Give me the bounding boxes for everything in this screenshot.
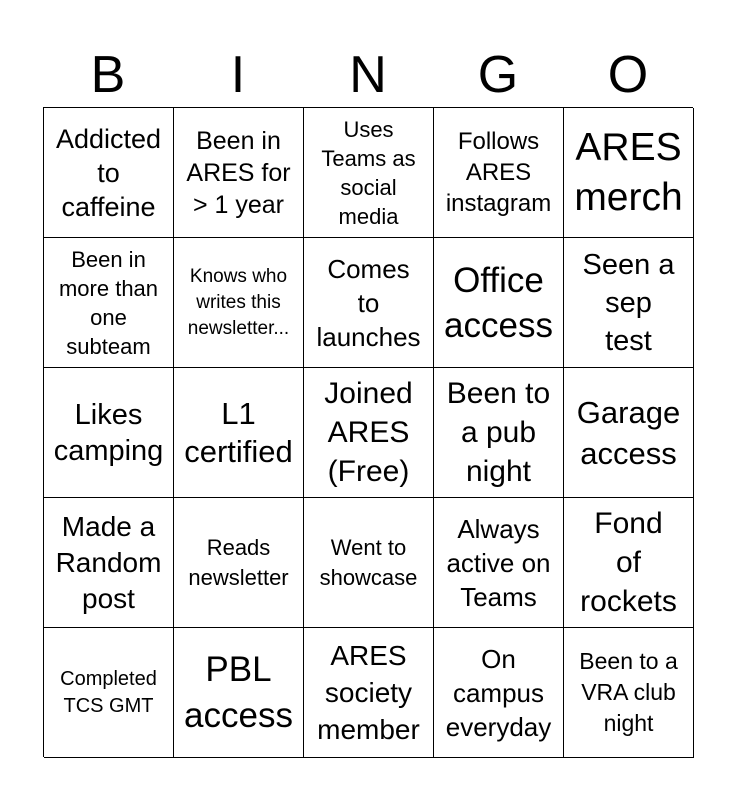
cell-text: Completed TCS GMT bbox=[60, 667, 157, 717]
bingo-cell[interactable] bbox=[304, 498, 434, 628]
cell-text: ARES merch bbox=[574, 125, 683, 219]
header-letter-b: B bbox=[90, 46, 126, 104]
cell-text: PBL access bbox=[184, 649, 293, 735]
cell-text: On campus everyday bbox=[445, 643, 552, 742]
bingo-cell[interactable] bbox=[174, 108, 304, 238]
bingo-cell[interactable] bbox=[434, 368, 564, 498]
bingo-cell[interactable] bbox=[304, 368, 434, 498]
bingo-cell[interactable] bbox=[174, 498, 304, 628]
bingo-cell[interactable] bbox=[564, 498, 694, 628]
cell-text: Been to a pub night bbox=[446, 377, 551, 488]
cell-text: Uses Teams as social media bbox=[321, 116, 416, 229]
bingo-cell[interactable] bbox=[434, 628, 564, 758]
bingo-cell[interactable] bbox=[564, 628, 694, 758]
bingo-cell[interactable] bbox=[434, 108, 564, 238]
cell-text: Knows who writes this newsletter... bbox=[187, 265, 290, 339]
header-letter-o: O bbox=[607, 46, 649, 104]
bingo-cell[interactable] bbox=[564, 368, 694, 498]
bingo-cell[interactable] bbox=[434, 498, 564, 628]
cell-text: Reads newsletter bbox=[188, 534, 289, 590]
cell-text: Been to a VRA club night bbox=[579, 648, 678, 736]
cell-text: Follows ARES instagram bbox=[445, 128, 552, 217]
cell-text: ARES society member bbox=[317, 640, 420, 745]
bingo-cell[interactable] bbox=[44, 498, 174, 628]
bingo-cell[interactable] bbox=[44, 238, 174, 368]
bingo-cell[interactable] bbox=[174, 368, 304, 498]
header-letter-g: G bbox=[477, 46, 519, 104]
cell-text: Garage access bbox=[576, 394, 681, 471]
cell-text: Addicted to caffeine bbox=[55, 123, 162, 222]
bingo-cell[interactable] bbox=[44, 108, 174, 238]
bingo-header bbox=[43, 44, 693, 106]
bingo-cell[interactable] bbox=[44, 368, 174, 498]
bingo-cell[interactable] bbox=[434, 238, 564, 368]
bingo-cell[interactable] bbox=[564, 238, 694, 368]
bingo-cell[interactable] bbox=[304, 108, 434, 238]
cell-text: Always active on Teams bbox=[446, 513, 551, 612]
cell-text: Went to showcase bbox=[319, 534, 418, 590]
bingo-cell[interactable] bbox=[44, 628, 174, 758]
cell-text: Office access bbox=[444, 260, 553, 345]
cell-text: Made a Random post bbox=[55, 510, 162, 614]
cell-text: Fond of rockets bbox=[580, 507, 677, 618]
header-letter-i: I bbox=[230, 46, 246, 104]
cell-text: Been in ARES for > 1 year bbox=[186, 126, 291, 219]
bingo-board bbox=[43, 107, 693, 757]
cell-text: Comes to launches bbox=[316, 253, 421, 352]
cell-text: Been in more than one subteam bbox=[58, 246, 159, 359]
cell-text: Joined ARES (Free) bbox=[324, 377, 413, 488]
header-letter-n: N bbox=[349, 46, 387, 104]
bingo-cell[interactable] bbox=[564, 108, 694, 238]
cell-text: Likes camping bbox=[53, 398, 164, 467]
bingo-cell[interactable] bbox=[174, 628, 304, 758]
cell-text: Seen a sep test bbox=[582, 248, 675, 357]
bingo-cell[interactable] bbox=[304, 628, 434, 758]
bingo-cell[interactable] bbox=[174, 238, 304, 368]
cell-text: L1 certified bbox=[184, 395, 293, 469]
bingo-cell[interactable] bbox=[304, 238, 434, 368]
